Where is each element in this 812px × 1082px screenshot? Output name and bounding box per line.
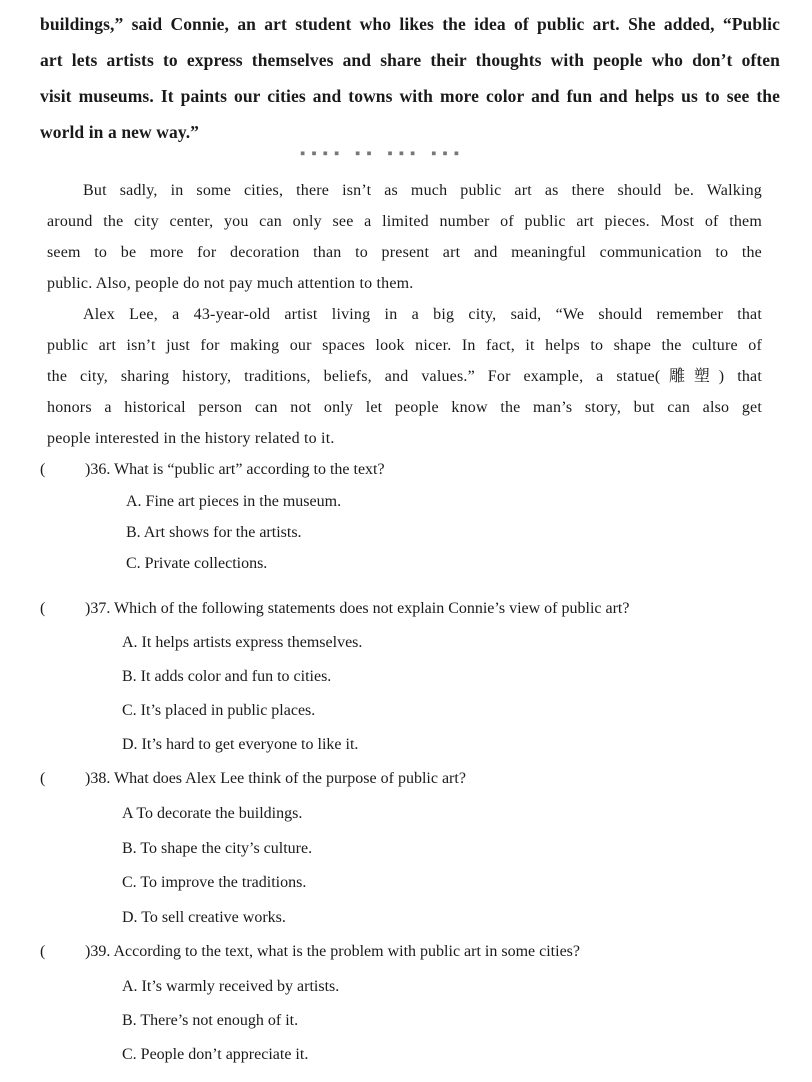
passage-line: Alex Lee, a 43-year-old artist living in a big city, said, “We should remember that [83, 306, 762, 323]
passage-line: public art isn’t just for making our spaces look nicer. In fact, it helps to shape the culture of [47, 337, 762, 354]
cut-off-page-header: ▪▪▪▪ ▪▪ ▪▪▪ ▪▪▪ [300, 146, 466, 162]
question-38 [40, 770, 466, 788]
passage-line: But sadly, in some cities, there isn’t as much public art as there should be. Walking [83, 182, 762, 199]
option-d: D. It’s hard to get everyone to like it. [122, 736, 359, 753]
passage-line: public. Also, people do not pay much attention to them. [47, 275, 414, 292]
passage-line: visit museums. It paints our cities and towns with more color and fun and helps us to see the [40, 86, 780, 106]
option-c: C. Private collections. [126, 555, 268, 572]
option-b: B. It adds color and fun to cities. [122, 668, 332, 685]
answer-blank[interactable]: ( [40, 600, 46, 617]
question-39 [40, 943, 580, 961]
answer-blank[interactable]: ( [40, 943, 46, 960]
passage-line: art lets artists to express themselves and share their thoughts with people who don’t often [40, 50, 780, 70]
question-text: )36. What is “public art” according to the text? [85, 461, 385, 478]
passage-line: buildings,” said Connie, an art student who likes the idea of public art. She added, “Public [40, 14, 780, 34]
option-b: B. Art shows for the artists. [126, 524, 302, 541]
option-c: C. It’s placed in public places. [122, 702, 316, 719]
option-a: A. It helps artists express themselves. [122, 634, 363, 651]
option-b: B. To shape the city’s culture. [122, 840, 313, 857]
question-text: )37. Which of the following statements does not explain Connie’s view of public art? [85, 600, 630, 617]
passage-line: the city, sharing history, traditions, beliefs, and values.” For example, a statue(雕塑) that [47, 368, 762, 385]
option-d: D. To sell creative works. [122, 909, 286, 926]
question-36 [40, 461, 385, 479]
option-a: A. Fine art pieces in the museum. [126, 493, 342, 510]
option-a: A. It’s warmly received by artists. [122, 978, 340, 995]
passage-line: world in a new way.” [40, 122, 200, 142]
option-a: A To decorate the buildings. [122, 805, 303, 822]
answer-blank[interactable]: ( [40, 770, 46, 787]
option-b: B. There’s not enough of it. [122, 1012, 299, 1029]
question-text: )39. According to the text, what is the problem with public art in some cities? [85, 943, 580, 960]
passage-line: people interested in the history related to it. [47, 430, 335, 447]
question-37 [40, 600, 629, 618]
passage-paragraph-3 [47, 299, 762, 454]
passage-paragraph-2 [47, 175, 762, 299]
option-c: C. People don’t appreciate it. [122, 1046, 309, 1063]
question-text: )38. What does Alex Lee think of the purpose of public art? [85, 770, 466, 787]
passage-line: honors a historical person can not only let people know the man’s story, but can also get [47, 399, 762, 416]
passage-paragraph-1 [40, 6, 780, 150]
passage-line: seem to be more for decoration than to present art and meaningful communication to the [47, 244, 762, 261]
option-c: C. To improve the traditions. [122, 874, 307, 891]
answer-blank[interactable]: ( [40, 461, 46, 478]
passage-line: around the city center, you can only see a limited number of public art pieces. Most of them [47, 213, 762, 230]
